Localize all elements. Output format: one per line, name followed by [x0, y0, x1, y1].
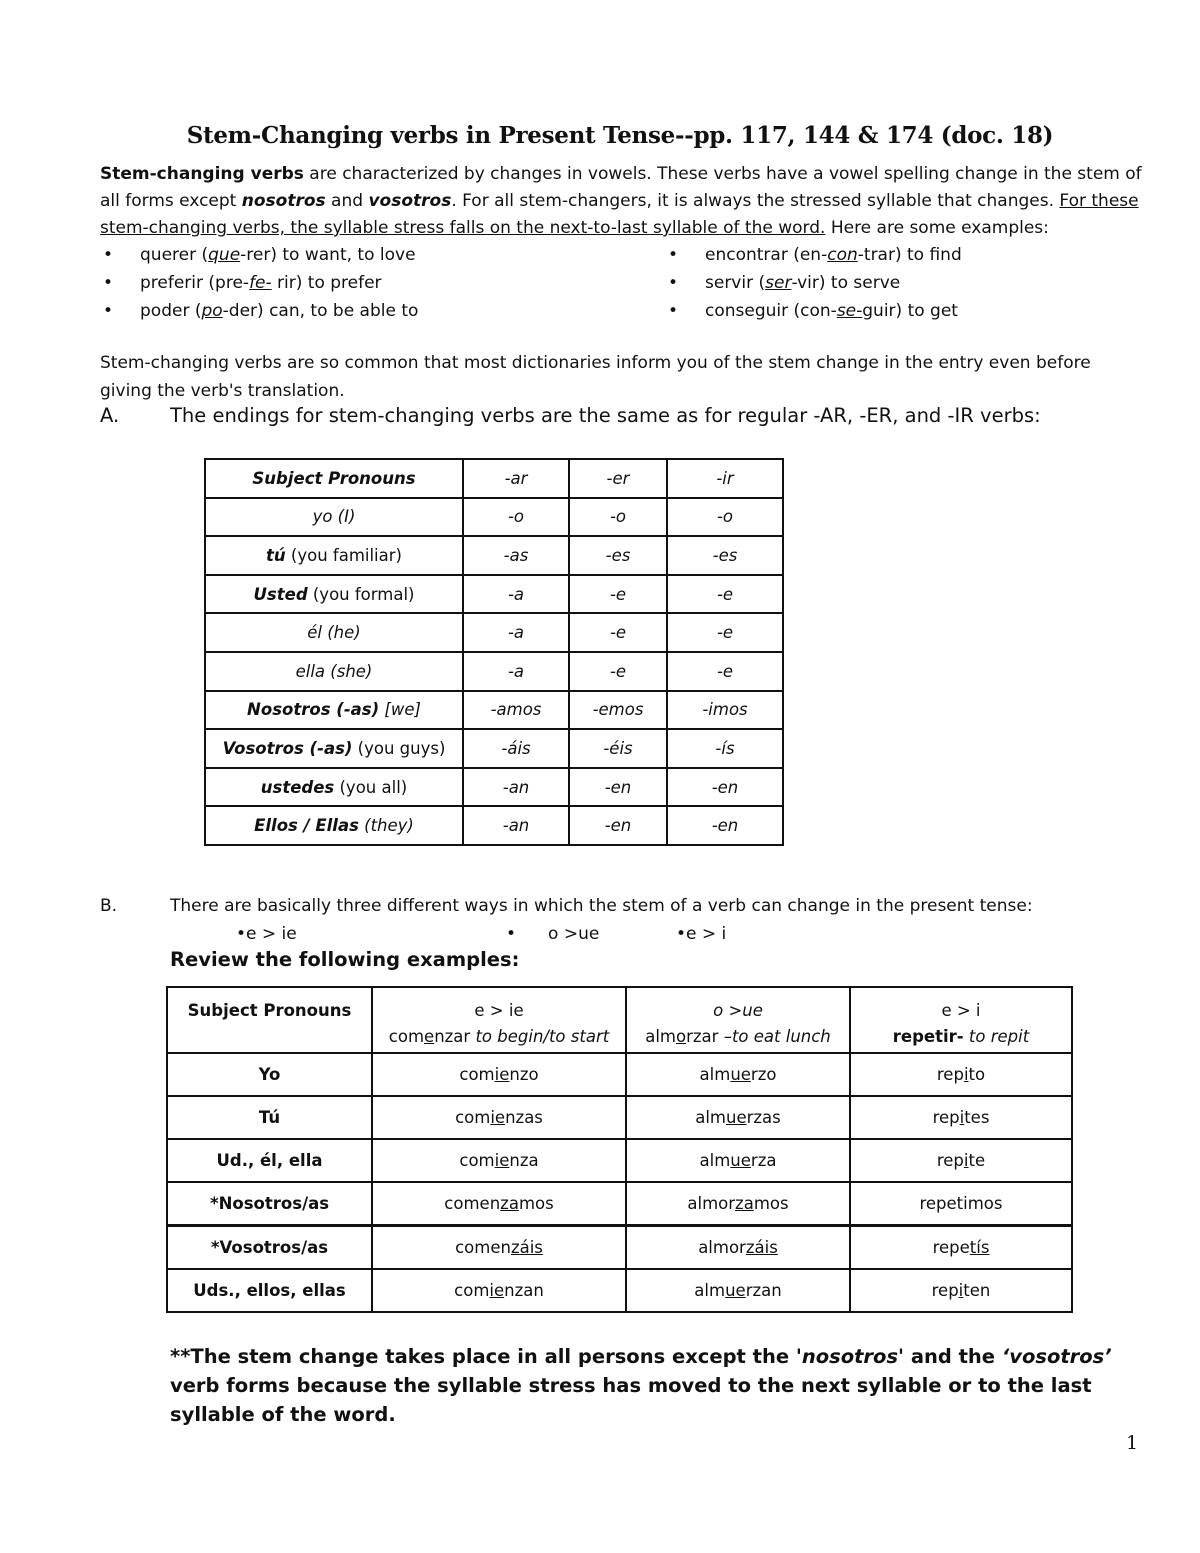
- page-title: Stem-Changing verbs in Present Tense--pp. 117, 144 & 174 (doc. 18): [186, 122, 1054, 149]
- verb-cell: comienzo: [372, 1053, 626, 1096]
- intro-text-3: . For all stem-changers, it is always the stressed syllable that changes.: [451, 191, 1060, 211]
- intro-nosotros: nosotros: [241, 191, 326, 211]
- bullet-icon: •: [103, 301, 114, 321]
- intro-paragraph: [100, 161, 1145, 242]
- ending-cell: -emos: [569, 691, 667, 730]
- verb-cell: repito: [850, 1053, 1072, 1096]
- table-header-cell: -er: [569, 459, 667, 498]
- pronoun-cell: *Vosotros/as: [167, 1226, 372, 1270]
- verb-cell: comienzan: [372, 1269, 626, 1312]
- intro-stress-rule: For these stem-changing verbs, the syllable stress falls on the next-to-last syllable of the word.: [100, 191, 1139, 238]
- ending-cell: -an: [463, 806, 569, 845]
- list-item: [665, 297, 962, 325]
- example-text: poder (: [140, 301, 202, 321]
- verb-cell: almuerzan: [626, 1269, 850, 1312]
- pronoun-cell: Uds., ellos, ellas: [167, 1269, 372, 1312]
- example-text: preferir (pre-: [140, 273, 250, 293]
- table-row: [205, 652, 783, 691]
- table-header-cell: e > i repetir- to repit: [850, 987, 1072, 1053]
- bullet-icon: •: [506, 924, 517, 944]
- example-text: rir) to prefer: [271, 273, 382, 293]
- ending-cell: -e: [667, 652, 783, 691]
- intro-lead: Stem-changing verbs: [100, 164, 304, 184]
- pronoun-cell: Nosotros (-as) [we]: [205, 691, 463, 730]
- ending-cell: -en: [667, 806, 783, 845]
- table-header-cell: Subject Pronouns: [205, 459, 463, 498]
- ending-cell: -e: [667, 613, 783, 652]
- header-change: e > ie: [474, 1001, 524, 1020]
- verb-cell: almorzamos: [626, 1182, 850, 1226]
- section-b-intro: [100, 892, 1033, 920]
- verb-cell: repetís: [850, 1226, 1072, 1270]
- list-item: [100, 297, 418, 325]
- verb-cell: almuerzas: [626, 1096, 850, 1139]
- bullet-icon: •: [236, 924, 247, 944]
- section-b-letter: B.: [100, 896, 118, 916]
- table-header-cell: e > ie comenzar to begin/to start: [372, 987, 626, 1053]
- pronoun-cell: Ud., él, ella: [167, 1139, 372, 1182]
- intro-text-4: Here are some examples:: [825, 218, 1049, 238]
- note-vosotros: ‘vosotros’: [1001, 1345, 1112, 1368]
- stem-change-table: [166, 986, 1073, 1313]
- ending-cell: -es: [667, 536, 783, 575]
- example-text: querer (: [140, 245, 209, 265]
- ending-cell: -áis: [463, 729, 569, 768]
- pronoun-cell: ustedes (you all): [205, 768, 463, 807]
- intro-text-1: are characterized by changes in vowels. These verbs have a vowel spelling change in the stem of all forms except: [100, 164, 1142, 211]
- verb-cell: comenzamos: [372, 1182, 626, 1226]
- table-row: [167, 1182, 1072, 1226]
- table-row: [167, 1269, 1072, 1312]
- table-row: [205, 575, 783, 614]
- table-row: [205, 536, 783, 575]
- note-nosotros: nosotros': [801, 1345, 905, 1368]
- table-row: [205, 691, 783, 730]
- table-header-cell: Subject Pronouns: [167, 987, 372, 1053]
- stem-change-note: [170, 1342, 1130, 1429]
- change-type-o-ue: [506, 920, 599, 948]
- example-text: encontrar (en-: [705, 245, 828, 265]
- table-row: [167, 1226, 1072, 1270]
- ending-cell: -e: [569, 613, 667, 652]
- example-stress: po: [201, 301, 223, 321]
- ending-cell: -e: [569, 575, 667, 614]
- ending-cell: -e: [569, 652, 667, 691]
- ending-cell: -as: [463, 536, 569, 575]
- list-item: [665, 241, 962, 269]
- example-stress: con: [827, 245, 858, 265]
- section-a-heading: [100, 402, 1041, 430]
- ending-cell: -a: [463, 613, 569, 652]
- example-column-right: [665, 241, 962, 325]
- page-number: 1: [1126, 1432, 1139, 1454]
- table-row: [167, 1053, 1072, 1096]
- table-header-cell: -ir: [667, 459, 783, 498]
- pronoun-cell: *Nosotros/as: [167, 1182, 372, 1226]
- table-header-row: [205, 459, 783, 498]
- verb-cell: almuerza: [626, 1139, 850, 1182]
- verb-cell: repiten: [850, 1269, 1072, 1312]
- intro-vosotros: vosotros: [368, 191, 452, 211]
- table-row: [167, 1139, 1072, 1182]
- verb-cell: comienzas: [372, 1096, 626, 1139]
- example-column-left: [100, 241, 418, 325]
- change-type-e-ie: [236, 920, 297, 948]
- example-text: -rer) to want, to love: [240, 245, 416, 265]
- ending-cell: -es: [569, 536, 667, 575]
- pronoun-cell: Usted (you formal): [205, 575, 463, 614]
- pronoun-cell: Tú: [167, 1096, 372, 1139]
- list-item: [100, 241, 418, 269]
- example-stress: que: [208, 245, 241, 265]
- table-row: [205, 768, 783, 807]
- ending-cell: -e: [667, 575, 783, 614]
- verb-cell: almuerzo: [626, 1053, 850, 1096]
- change-label: e > i: [686, 924, 727, 944]
- pronoun-cell: Yo: [167, 1053, 372, 1096]
- header-change: e > i: [941, 1001, 981, 1020]
- section-a-letter: A.: [100, 404, 120, 427]
- note-text-1: **The stem change takes place in all persons except the ': [170, 1345, 802, 1368]
- verb-cell: repite: [850, 1139, 1072, 1182]
- ending-cell: -o: [569, 498, 667, 537]
- dictionary-paragraph: Stem-changing verbs are so common that most dictionaries inform you of the stem change in the entry even before giving the verb's translation.: [100, 353, 1091, 401]
- example-stress: fe-: [249, 273, 272, 293]
- bullet-icon: •: [676, 924, 687, 944]
- ending-cell: -o: [463, 498, 569, 537]
- ending-cell: -en: [569, 768, 667, 807]
- ending-cell: -éis: [569, 729, 667, 768]
- note-text-3: verb forms because the syllable stress has moved to the next syllable or to the last syllable of the word.: [170, 1374, 1092, 1426]
- pronoun-cell: yo (I): [205, 498, 463, 537]
- ending-cell: -a: [463, 652, 569, 691]
- review-heading: Review the following examples:: [170, 948, 520, 971]
- example-stress: ser: [765, 273, 792, 293]
- table-row: [205, 806, 783, 845]
- list-item: [665, 269, 962, 297]
- table-row: [167, 1096, 1072, 1139]
- table-header-row: [167, 987, 1072, 1053]
- change-label: e > ie: [246, 924, 297, 944]
- ending-cell: -o: [667, 498, 783, 537]
- ending-cell: -en: [569, 806, 667, 845]
- pronoun-cell: ella (she): [205, 652, 463, 691]
- ending-cell: -amos: [463, 691, 569, 730]
- bullet-icon: •: [668, 301, 679, 321]
- ending-cell: -an: [463, 768, 569, 807]
- endings-table: [204, 458, 784, 846]
- table-row: [205, 613, 783, 652]
- verb-cell: almorzáis: [626, 1226, 850, 1270]
- table-row: [205, 729, 783, 768]
- example-text: -vir) to serve: [791, 273, 901, 293]
- example-stress: se-: [836, 301, 863, 321]
- example-text: -der) can, to be able to: [222, 301, 419, 321]
- ending-cell: -imos: [667, 691, 783, 730]
- verb-cell: repites: [850, 1096, 1072, 1139]
- table-row: [205, 498, 783, 537]
- pronoun-cell: Vosotros (-as) (you guys): [205, 729, 463, 768]
- ending-cell: -en: [667, 768, 783, 807]
- verb-cell: comienza: [372, 1139, 626, 1182]
- intro-text-2: and: [325, 191, 369, 211]
- table-header-cell: -ar: [463, 459, 569, 498]
- change-label: o >ue: [548, 924, 600, 944]
- example-text: -trar) to find: [857, 245, 962, 265]
- bullet-icon: •: [668, 273, 679, 293]
- table-header-cell: o >ue almorzar –to eat lunch: [626, 987, 850, 1053]
- section-b-text: There are basically three different ways in which the stem of a verb can change in the present tense:: [170, 896, 1033, 916]
- pronoun-cell: tú (you familiar): [205, 536, 463, 575]
- pronoun-cell: Ellos / Ellas (they): [205, 806, 463, 845]
- ending-cell: -ís: [667, 729, 783, 768]
- verb-cell: comenzáis: [372, 1226, 626, 1270]
- bullet-icon: •: [103, 273, 114, 293]
- bullet-icon: •: [103, 245, 114, 265]
- pronoun-cell: él (he): [205, 613, 463, 652]
- example-text: guir) to get: [862, 301, 958, 321]
- change-type-e-i: [676, 920, 726, 948]
- verb-cell: repetimos: [850, 1182, 1072, 1226]
- example-text: conseguir (con-: [705, 301, 837, 321]
- list-item: [100, 269, 418, 297]
- ending-cell: -a: [463, 575, 569, 614]
- note-text-2: and the: [904, 1345, 1002, 1368]
- section-a-text: The endings for stem-changing verbs are the same as for regular -AR, -ER, and -IR verbs:: [170, 404, 1041, 427]
- example-text: servir (: [705, 273, 766, 293]
- bullet-icon: •: [668, 245, 679, 265]
